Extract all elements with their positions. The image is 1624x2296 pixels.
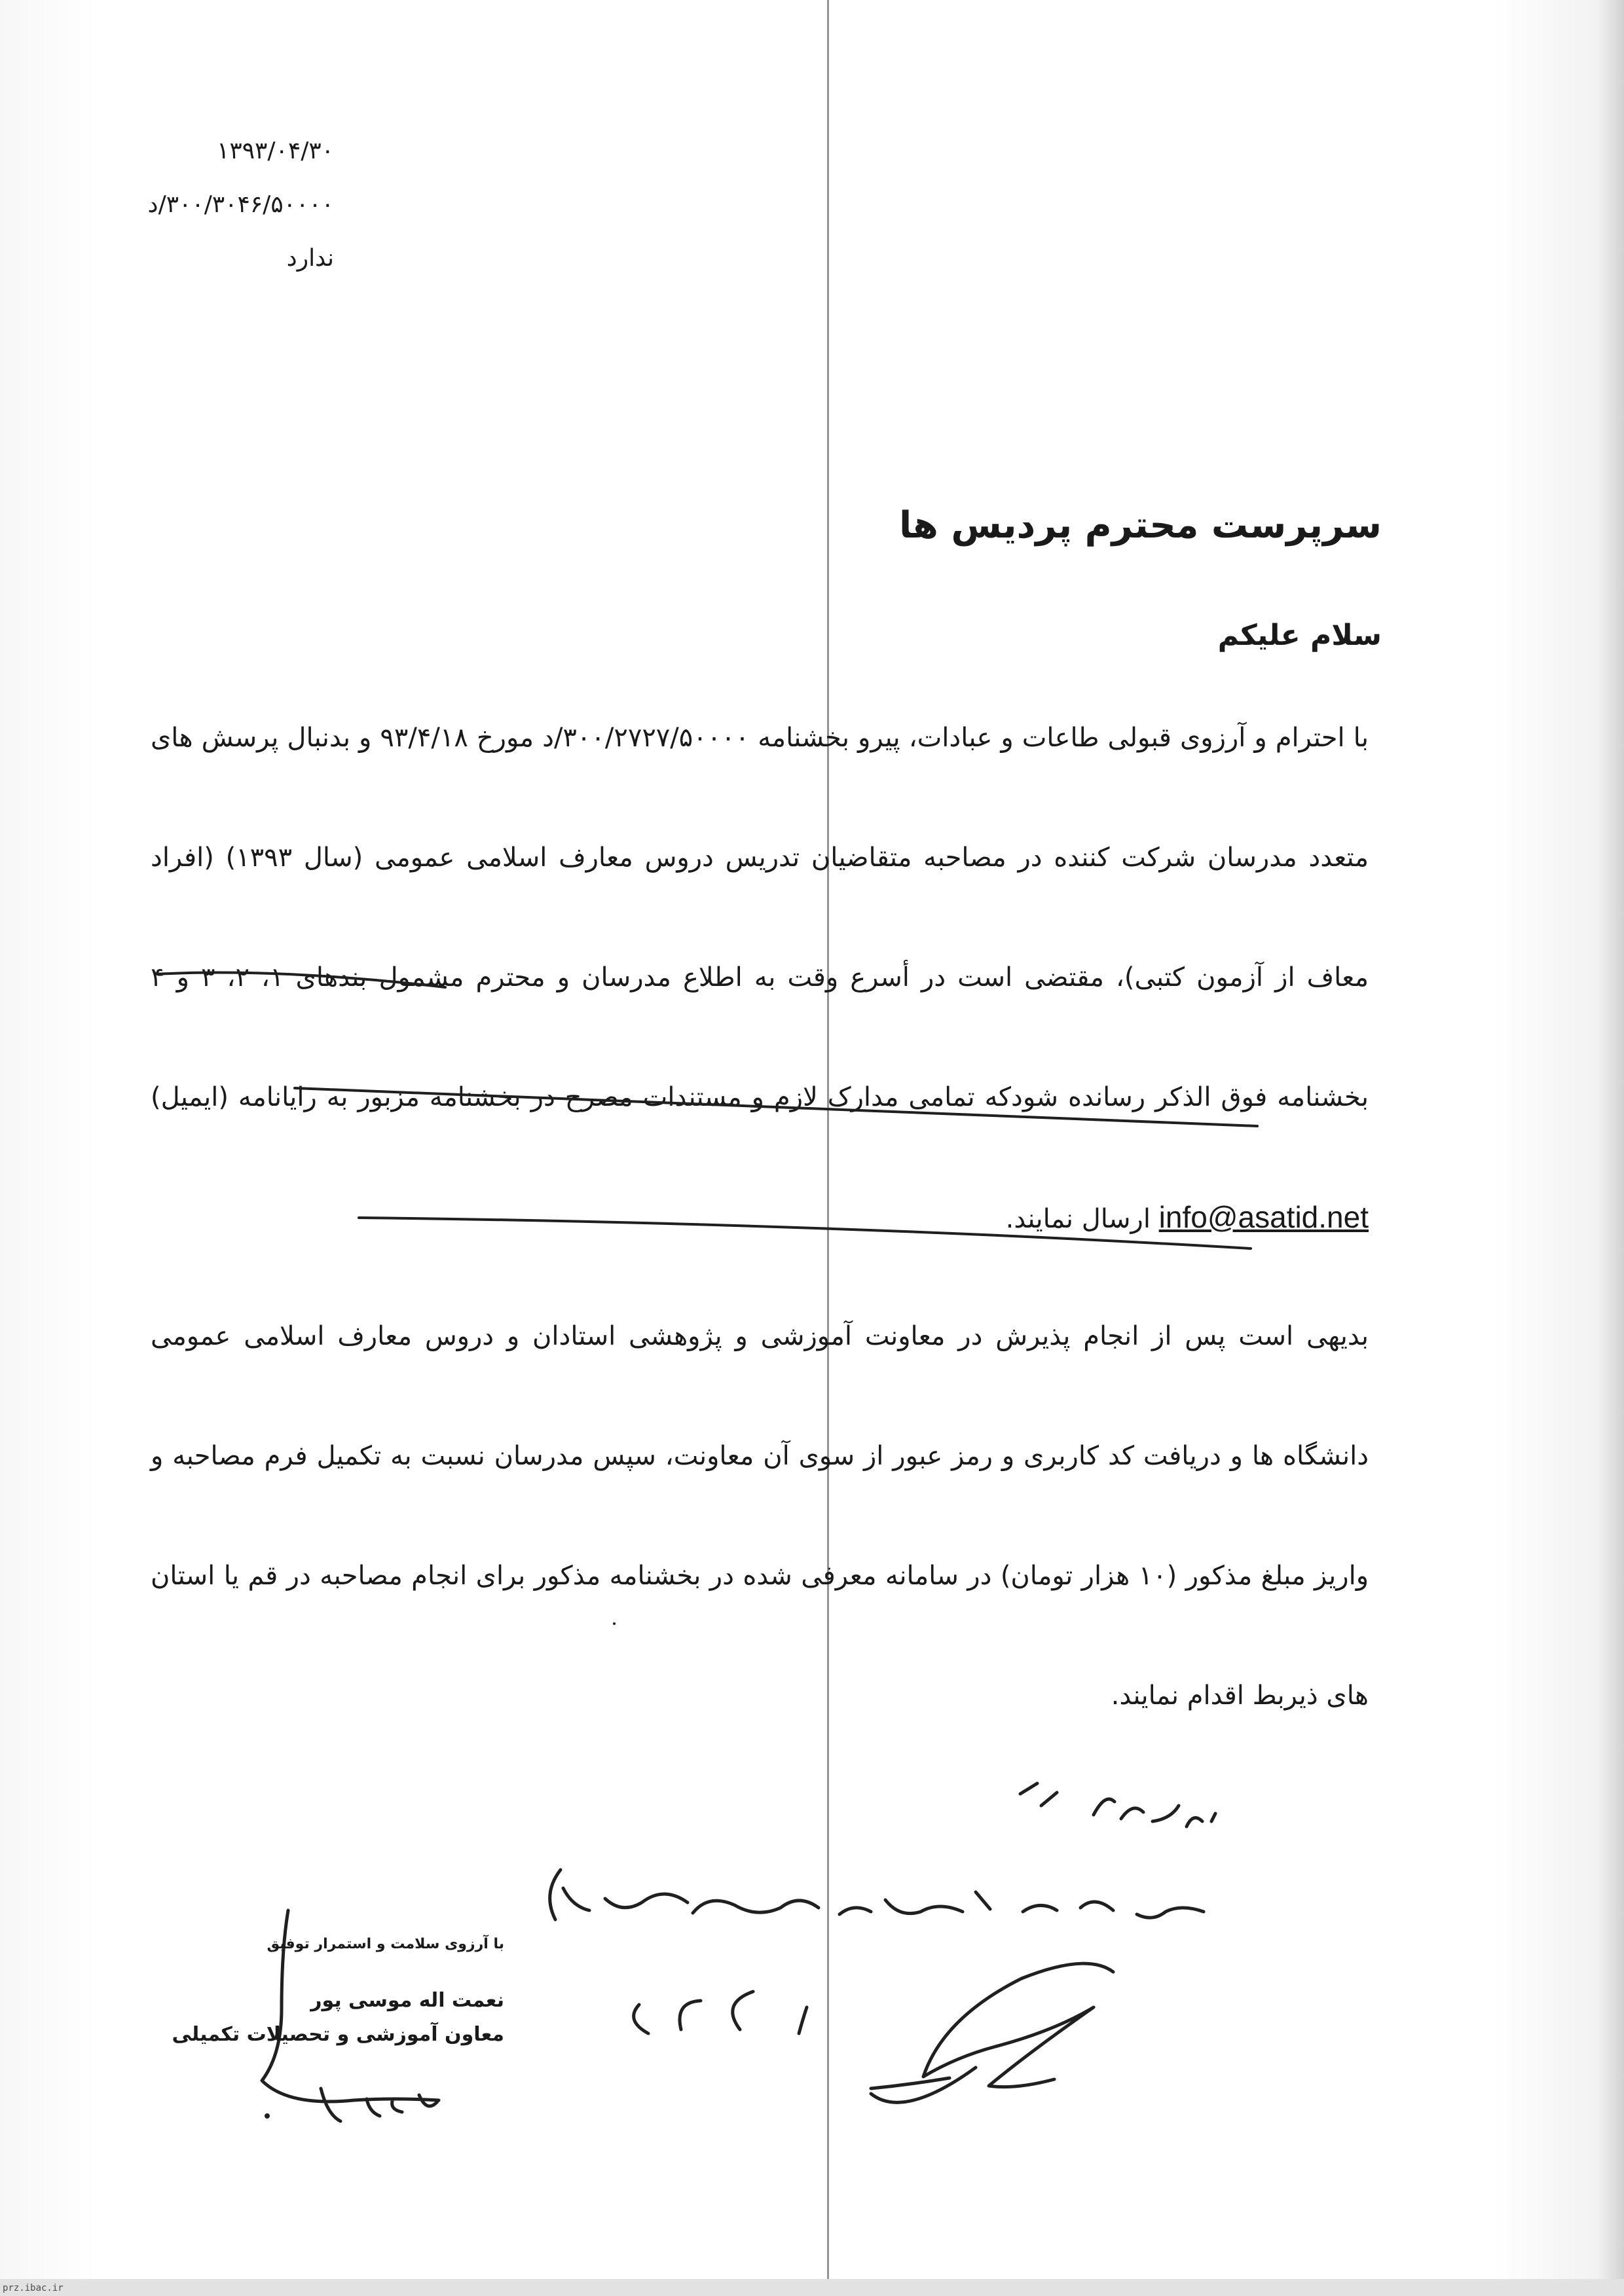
letter-date: ۱۳۹۳/۰۴/۳۰ (217, 137, 334, 164)
site-watermark: prz.ibac.ir (3, 2283, 64, 2293)
signatory-position: معاون آموزشی و تحصیلات تکمیلی (172, 2023, 504, 2046)
signature-block (172, 1931, 504, 2052)
paragraph-1-text: با احترام و آرزوی قبولی طاعات و عبادات، پیرو بخشنامه ۳۰۰/۲۷۲۷/۵۰۰۰۰/د مورخ ۹۳/۴/۱۸ و بدنبال پرسش های متعدد مدرسان شرکت کننده در مصاحبه متقاضیان تدریس دروس معارف اسلامی عمومی (سال ۱۳۹۳) (افراد معاف از آزمون کتبی)، مقتضی است در أسرع وقت به اطلاع مدرسان و محترم مشمول بندهای ۱، ۲، ۳ و ۴ بخشنامه فوق الذکر رسانده شودکه تمامی مدارک لازم و مستندات مصرح در بخشنامه مزبور به رایانامه (ایمیل) (151, 723, 1369, 1112)
letter-title: سرپرست محترم پردیس ها (898, 504, 1382, 547)
paragraph-1-ending: ارسال نمایند. (1005, 1204, 1151, 1234)
signatory-name: نعمت اله موسی پور (310, 1989, 504, 2012)
letter-attachment: ندارد (286, 245, 334, 272)
closing-wish: با آرزوی سلامت و استمرار توفیق (267, 1936, 504, 1952)
letter-number: ۳۰۰/۳۰۴۶/۵۰۰۰۰/د (147, 191, 334, 218)
email-link[interactable]: info@asatid.net (1158, 1200, 1369, 1234)
letter-paragraph-2: بدیهی است پس از انجام پذیرش در معاونت آموزشی و پژوهشی استادان و دروس معارف اسلامی عمومی دانشگاه ها و دریافت کد کاربری و رمز عبور از سوی آن معاونت، سپس مدرسان نسبت به تکمیل فرم مصاحبه و واریز مبلغ مذکور (۱۰ هزار تومان) در سامانه معرفی شده در بخشنامه مذکور برای انجام مصاحبه در قم یا استان های ذیربط اقدام نمایند. (151, 1321, 1369, 1711)
letter-header (98, 124, 334, 285)
letter-greeting: سلام علیکم (1217, 619, 1382, 652)
page-edge-shadow (1598, 0, 1624, 2296)
letter-paragraph-1 (151, 678, 1369, 1279)
page-bottom-edge (0, 2279, 1624, 2296)
